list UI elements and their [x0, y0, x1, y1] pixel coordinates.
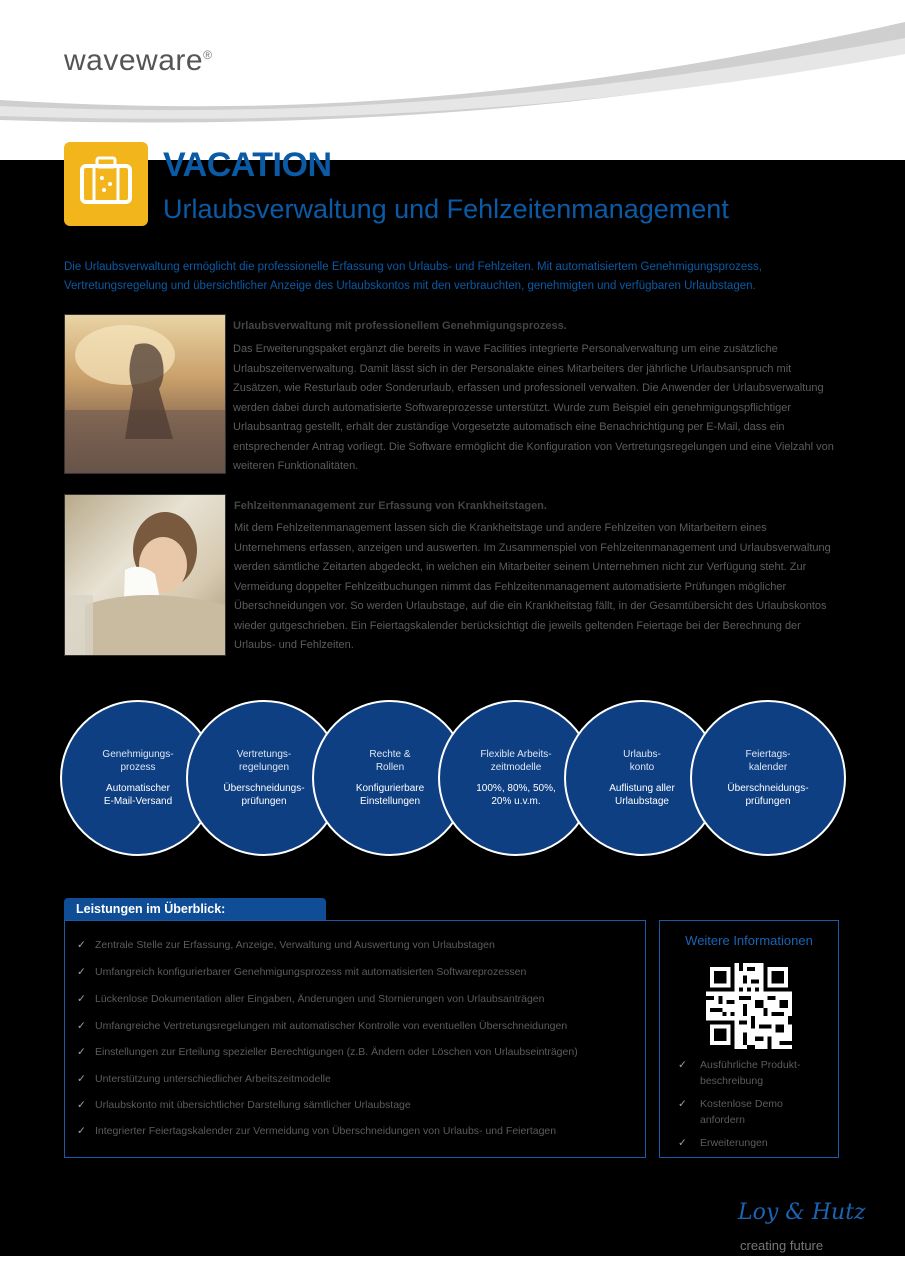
list-item-text: Umfangreich konfigurierbarer Genehmigungsprozess mit automatisierten Softwareprozessen: [95, 966, 527, 978]
info-link-demo[interactable]: [678, 1096, 830, 1128]
section-heading-fehlzeiten: Fehlzeitenmanagement zur Erfassung von Krankheitstagen.: [234, 500, 547, 512]
list-item-text: Unterstützung unterschiedlicher Arbeitszeitmodelle: [95, 1073, 331, 1085]
feature-title: Rechte & Rollen: [369, 749, 411, 773]
qr-code-icon[interactable]: [706, 963, 792, 1049]
list-item: [77, 966, 526, 978]
list-item-text: Zentrale Stelle zur Erfassung, Anzeige, Verwaltung und Auswertung von Urlaubstagen: [95, 939, 495, 951]
list-item: [77, 993, 544, 1005]
feature-circles: [60, 700, 845, 860]
page-subtitle: Urlaubsverwaltung und Fehlzeitenmanagement: [163, 194, 729, 224]
info-link-text: Kostenlose Demo anfordern: [700, 1098, 783, 1126]
loy-hutz-logo[interactable]: Loy & Hutz: [738, 1200, 866, 1225]
vacation-photo: [64, 314, 226, 474]
feature-title: Genehmigungs- prozess: [102, 749, 174, 773]
weitere-informationen-title: Weitere Informationen: [685, 933, 813, 948]
logo-name: waveware: [64, 44, 204, 77]
waveware-logo[interactable]: [64, 44, 212, 78]
logo-registered: ®: [203, 48, 213, 62]
checkmark-icon: ✓: [77, 1125, 86, 1137]
feature-detail: Automatischer E-Mail-Versand: [103, 783, 173, 807]
checkmark-icon: ✓: [77, 1073, 86, 1085]
feature-detail: Überschneidungs- prüfungen: [223, 783, 305, 807]
leistungen-list: [64, 920, 646, 1158]
leistungen-title: Leistungen im Überblick:: [64, 898, 326, 920]
list-item-text: Einstellungen zur Erteilung spezieller Berechtigungen (z.B. Ändern oder Löschen von Urlaubseinträgen): [95, 1046, 578, 1058]
list-item-text: Lückenlose Dokumentation aller Eingaben, Änderungen und Stornierungen von Urlaubsanträgen: [95, 993, 545, 1005]
info-link-text: Erweiterungen: [700, 1137, 768, 1149]
feature-detail: 100%, 80%, 50%, 20% u.v.m.: [476, 783, 556, 807]
checkmark-icon: ✓: [678, 1059, 687, 1071]
feature-detail: Konfigurierbare Einstellungen: [355, 783, 425, 807]
checkmark-icon: ✓: [77, 966, 86, 978]
sick-person-photo: [64, 494, 226, 656]
section-heading-urlaub: Urlaubsverwaltung mit professionellem Genehmigungsprozess.: [233, 320, 567, 332]
section-body-fehlzeiten: Mit dem Fehlzeitenmanagement lassen sich die Krankheitstage und andere Fehlzeiten von Mitarbeitern eines Unternehmens erfassen, anzeigen und auswerten. Im Zusammenspiel von Fehlzeitenmanagement und Urlaubsverwaltung werden sämtliche Zeitarten abgedeckt, in welchen ein Mitarbeiter seinem Unternehmen nicht zur Verfügung steht. Zur Vermeidung doppelter Fehlzeitbuchungen nimmt das Fehlzeitenmanagement automatisierte Prüfungen möglicher Überschneidungen vor. So werden Urlaubstage, auf die ein Krankheitstag fällt, in der Gesamtübersicht des Urlaubskontos wieder gutgeschrieben. Ein Feiertagskalender berücksichtigt die jeweils geltenden Feiertage bei der Berechnung der Urlaubs- und Fehlzeiten.: [234, 522, 831, 651]
info-link-text: Ausführliche Produkt- beschreibung: [700, 1059, 801, 1087]
feature-title: Vertretungs- regelungen: [236, 749, 292, 773]
brand-tagline: creating future: [740, 1238, 824, 1253]
list-item: [77, 1073, 331, 1085]
list-item-text: Umfangreiche Vertretungsregelungen mit automatischer Kontrolle von eventuellen Überschneidungen: [95, 1020, 568, 1032]
list-item-text: Integrierter Feiertagskalender zur Vermeidung von Überschneidungen von Urlaubs- und Feiertagen: [95, 1125, 557, 1137]
checkmark-icon: ✓: [77, 1046, 86, 1058]
intro-paragraph: Die Urlaubsverwaltung ermöglicht die professionelle Erfassung von Urlaubs- und Fehlzeiten. Mit automatisiertem Genehmigungsprozess, Vertretungsregelung und übersichtlicher Anzeige des Urlaubskontos mit den verbrauchten, genehmigten und verfügbaren Urlaubstagen.: [64, 261, 763, 292]
footer-band: [0, 1256, 905, 1280]
info-link-erweiterungen[interactable]: [678, 1135, 830, 1151]
list-item: [77, 1046, 578, 1058]
feature-title: Flexible Arbeits- zeitmodelle: [480, 749, 552, 773]
feature-circle: [690, 700, 846, 856]
checkmark-icon: ✓: [77, 1020, 86, 1032]
list-item: [77, 1125, 556, 1137]
list-item: [77, 1099, 411, 1111]
checkmark-icon: ✓: [678, 1137, 687, 1149]
feature-title: Urlaubs- konto: [623, 749, 661, 773]
checkmark-icon: ✓: [678, 1098, 687, 1110]
info-link-produktbeschreibung[interactable]: [678, 1057, 830, 1089]
feature-title: Feiertags- kalender: [745, 749, 791, 773]
page-title: VACATION: [163, 146, 332, 184]
weitere-informationen-box: [659, 920, 839, 1158]
list-item-text: Urlaubskonto mit übersichtlicher Darstellung sämtlicher Urlaubstage: [95, 1099, 411, 1111]
checkmark-icon: ✓: [77, 993, 86, 1005]
checkmark-icon: ✓: [77, 1099, 86, 1111]
feature-detail: Auflistung aller Urlaubstage: [609, 783, 675, 807]
list-item: [77, 1020, 567, 1032]
section-body-urlaub: Das Erweiterungspaket ergänzt die bereits in wave Facilities integrierte Personalverwaltung um eine zusätzliche Urlaubszeitenverwaltung. Damit lässt sich in der Personalakte eines Mitarbeiters der jährliche Urlaubsanspruch mit Zusätzen, wie Resturlaub oder Sonderurlaub, erfassen und professionell verwalten. Die Anwender der Urlaubsverwaltung werden dabei durch automatisierte Softwareprozesse unterstützt. Wurde zum Beispiel ein genehmigungspflichtiger Urlaubsantrag gestellt, erhält der zuständige Vorgesetzte automatisch eine Benachrichtigung per E-Mail, dass ein entsprechender Antrag vorliegt. Die Software ermöglicht die Konfiguration von Vertretungsregelungen und eine Vielzahl von weiteren Funktionalitäten.: [233, 343, 834, 472]
feature-detail: Überschneidungs- prüfungen: [727, 783, 809, 807]
list-item: [77, 939, 495, 951]
checkmark-icon: ✓: [77, 939, 86, 951]
vacation-icon: [64, 142, 148, 226]
